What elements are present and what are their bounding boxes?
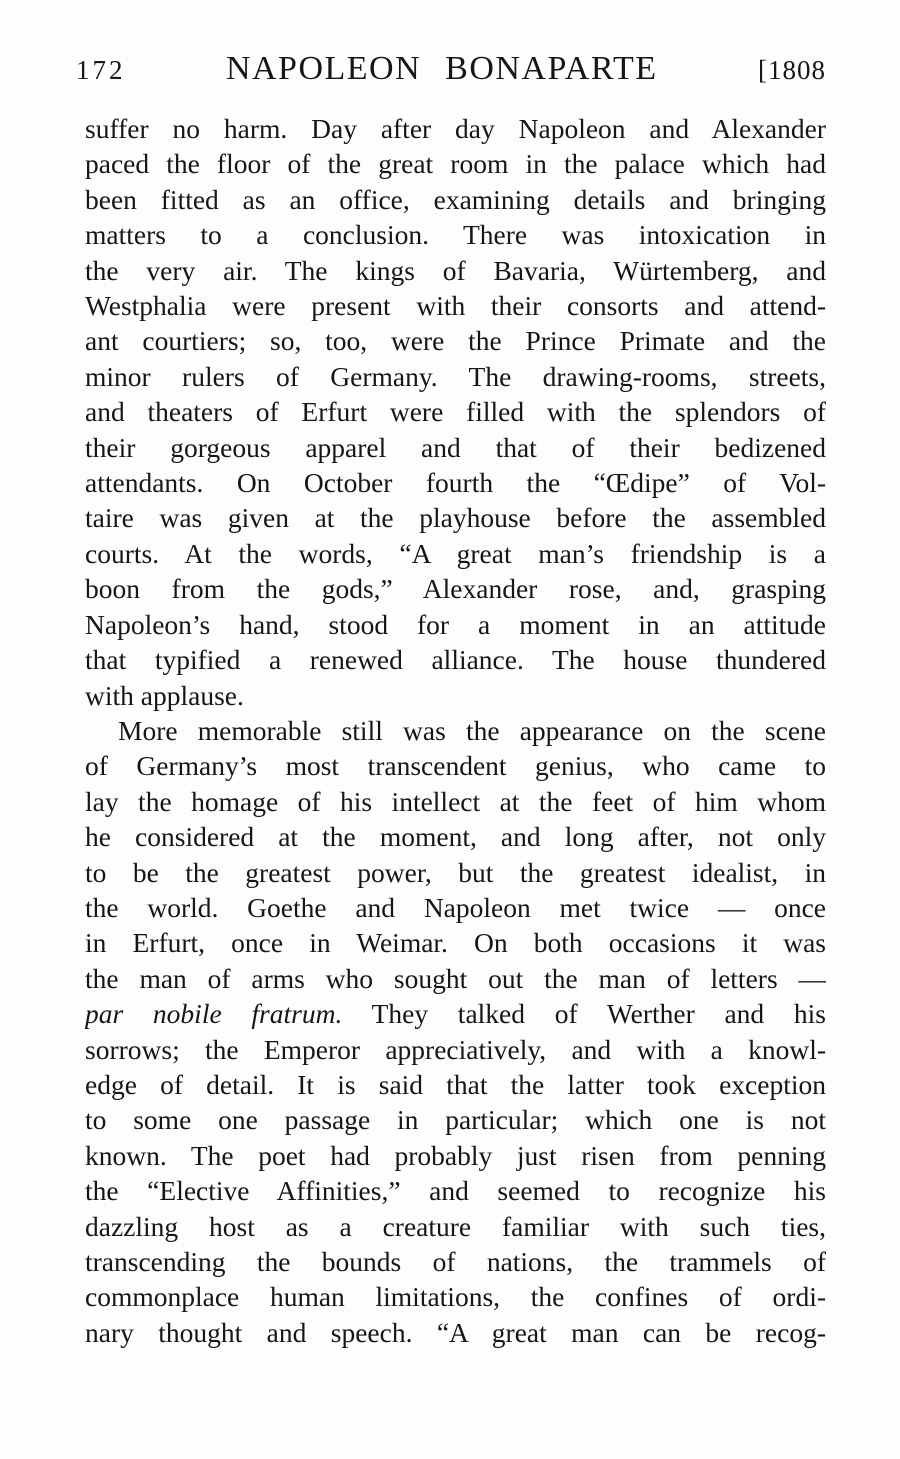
text-line: to some one passage in particular; which one is not	[85, 1104, 826, 1136]
text-line: the world. Goethe and Napoleon met twice — once	[85, 891, 826, 923]
text-line: nary thought and speech. “A great man can be recog-	[85, 1316, 826, 1348]
text-line	[85, 996, 826, 1031]
text-line: the “Elective Affinities,” and seemed to recognize his	[85, 1175, 826, 1207]
text-line: been fitted as an office, examining details and bringing	[85, 183, 826, 215]
text-line: boon from the gods,” Alexander rose, and, grasping	[85, 573, 826, 605]
year-marker: [1808	[758, 55, 826, 85]
text-line: to be the greatest power, but the greatest idealist, in	[85, 856, 826, 888]
text-line: sorrows; the Emperor appreciatively, and with a knowl-	[85, 1033, 826, 1065]
text-line: with applause.	[85, 679, 244, 711]
text-line: he considered at the moment, and long after, not only	[85, 821, 826, 853]
text-line: transcending the bounds of nations, the trammels of	[85, 1246, 826, 1277]
paragraph	[85, 111, 826, 713]
text-line: that typified a renewed alliance. The house thundered	[85, 644, 826, 676]
text-line: minor rulers of Germany. The drawing-rooms, streets,	[85, 360, 826, 392]
text-line: the very air. The kings of Bavaria, Würtemberg, and	[85, 254, 826, 286]
text-line: edge of detail. It is said that the latter took exception	[85, 1068, 826, 1100]
text-line: known. The poet had probably just risen from penning	[85, 1139, 826, 1171]
text-line: dazzling host as a creature familiar with such ties,	[85, 1210, 826, 1242]
text-line: courts. At the words, “A great man’s friendship is a	[85, 537, 826, 569]
running-title: NAPOLEON BONAPARTE	[225, 50, 658, 87]
page-number: 172	[76, 55, 126, 85]
text-line: their gorgeous apparel and that of their bedizened	[85, 431, 826, 463]
text-line: Napoleon’s hand, stood for a moment in an attitude	[85, 608, 826, 640]
page-header	[76, 50, 826, 88]
text-line: taire was given at the playhouse before the assembled	[85, 502, 826, 534]
page-body	[85, 111, 826, 1350]
text-line: the man of arms who sought out the man of letters —	[85, 962, 826, 994]
text-segment: They talked of Werther and his	[342, 998, 826, 1030]
text-line: matters to a conclusion. There was intoxication in	[85, 219, 826, 251]
text-line: in Erfurt, once in Weimar. On both occasions it was	[85, 927, 826, 959]
text-line: and theaters of Erfurt were filled with the splendors of	[85, 396, 826, 428]
text-line: commonplace human limitations, the confines of ordi-	[85, 1281, 826, 1313]
text-line: Westphalia were present with their consorts and attend-	[85, 290, 826, 322]
text-line: suffer no harm. Day after day Napoleon and Alexander	[85, 113, 826, 144]
text-line: of Germany’s most transcendent genius, who came to	[85, 750, 826, 782]
latin-phrase-italic: par nobile fratrum.	[85, 998, 343, 1030]
text-line: More memorable still was the appearance on the scene	[118, 714, 826, 746]
text-line: lay the homage of his intellect at the feet of him whom	[85, 785, 826, 817]
paragraph	[85, 713, 826, 1350]
text-line: paced the floor of the great room in the palace which had	[85, 148, 826, 180]
text-line: ant courtiers; so, too, were the Prince Primate and the	[85, 325, 826, 357]
text-line: attendants. On October fourth the “Œdipe” of Vol-	[85, 467, 826, 499]
